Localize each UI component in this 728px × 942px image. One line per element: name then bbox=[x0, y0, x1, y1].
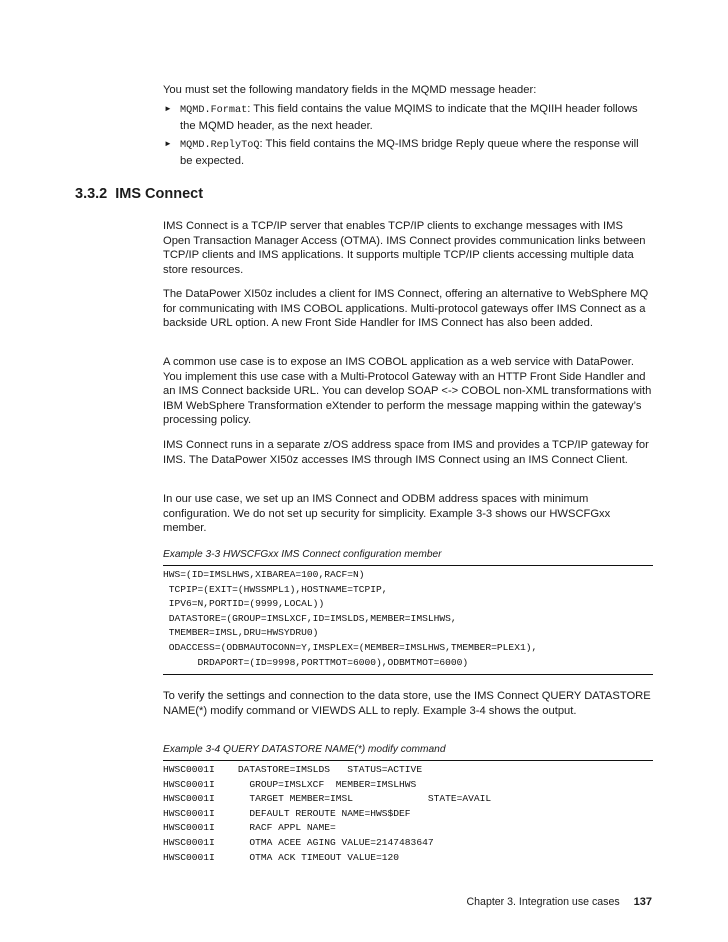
verify-paragraph-block bbox=[163, 689, 653, 718]
intro-text: You must set the following mandatory fields in the MQMD message header: bbox=[163, 84, 537, 96]
bullet-item bbox=[163, 102, 653, 133]
bullet-list-2 bbox=[163, 137, 653, 168]
section-heading bbox=[75, 186, 203, 202]
code-line: DATASTORE=(GROUP=IMSLXCF,ID=IMSLDS,MEMBER=IMSLHWS, bbox=[163, 612, 457, 624]
page-number: 137 bbox=[633, 896, 652, 908]
triangle-bullet-icon: ► bbox=[164, 104, 172, 113]
triangle-bullet-icon: ► bbox=[164, 139, 172, 148]
paragraph-1-block bbox=[163, 219, 653, 277]
section-title: IMS Connect bbox=[115, 186, 204, 202]
paragraph-3-block bbox=[163, 355, 653, 428]
bullet-text: : This field contains the value MQIMS to indicate that the MQIIH header follows the MQMD header, as the next header. bbox=[180, 103, 638, 132]
example-caption: Example 3-4 QUERY DATASTORE NAME(*) modify command bbox=[163, 744, 446, 755]
code-line: IPV6=N,PORTID=(9999,LOCAL)) bbox=[163, 598, 325, 610]
code-line: HWSC0001I GROUP=IMSLXCF MEMBER=IMSLHWS bbox=[163, 778, 417, 790]
code-line: TCPIP=(EXIT=(HWSSMPL1),HOSTNAME=TCPIP, bbox=[163, 583, 388, 595]
paragraph: The DataPower XI50z includes a client for IMS Connect, offering an alternative to WebSphere MQ for communicating with IMS COBOL applications. Multi-protocol gateways offer IMS Connect as a backside URL option. A new Front Side Handler for IMS Connect has also been added. bbox=[163, 288, 649, 330]
code-line: HWSC0001I OTMA ACK TIMEOUT VALUE=120 bbox=[163, 851, 400, 863]
code-line: HWS=(ID=IMSLHWS,XIBAREA=100,RACF=N) bbox=[163, 569, 365, 580]
code-line: HWSC0001I RACF APPL NAME= bbox=[163, 822, 336, 834]
code-line: HWSC0001I DATASTORE=IMSLDS STATUS=ACTIVE bbox=[163, 764, 423, 775]
code-line: TMEMBER=IMSL,DRU=HWSYDRU0) bbox=[163, 627, 319, 639]
example-3-3 bbox=[163, 548, 653, 675]
paragraph: To verify the settings and connection to the data store, use the IMS Connect QUERY DATASTORE NAME(*) modify command or VIEWDS ALL to reply. Example 3-4 shows the output. bbox=[163, 690, 651, 717]
field-code: MQMD.ReplyToQ bbox=[180, 140, 260, 151]
code-block bbox=[163, 568, 653, 670]
example-bottom-rule bbox=[163, 674, 653, 675]
paragraph: In our use case, we set up an IMS Connect and ODBM address spaces with minimum configuration. We do not set up security for simplicity. Example 3-3 shows our HWSCFGxx member. bbox=[163, 493, 611, 535]
field-code: MQMD.Format bbox=[180, 105, 248, 116]
paragraph-4-block bbox=[163, 438, 653, 467]
code-line: HWSC0001I OTMA ACEE AGING VALUE=2147483647 bbox=[163, 836, 434, 848]
example-top-rule bbox=[163, 565, 653, 566]
code-line: ODACCESS=(ODBMAUTOCONN=Y,IMSPLEX=(MEMBER=IMSLHWS,TMEMBER=PLEX1), bbox=[163, 641, 538, 653]
example-top-rule bbox=[163, 760, 653, 761]
paragraph: IMS Connect is a TCP/IP server that enables TCP/IP clients to exchange messages with IMS Open Transaction Manager Access (OTMA). IMS Connect provides communication links between TCP/IP clients and IMS applications. It supports multiple TCP/IP clients accessing multiple data store resources. bbox=[163, 220, 646, 276]
bullet-text: : This field contains the MQ-IMS bridge Reply queue where the response will be expected. bbox=[180, 138, 639, 167]
page-footer bbox=[467, 896, 652, 908]
code-line: HWSC0001I DEFAULT REROUTE NAME=HWS$DEF bbox=[163, 807, 411, 819]
bullet-item bbox=[163, 137, 653, 168]
code-line: HWSC0001I TARGET MEMBER=IMSL STATE=AVAIL bbox=[163, 793, 492, 805]
intro-block bbox=[163, 83, 653, 98]
code-line: DRDAPORT=(ID=9998,PORTTMOT=6000),ODBMTMOT=6000) bbox=[163, 656, 469, 668]
example-caption: Example 3-3 HWSCFGxx IMS Connect configuration member bbox=[163, 549, 442, 560]
chapter-title: Chapter 3. Integration use cases bbox=[466, 896, 620, 908]
bullet-list bbox=[163, 102, 653, 133]
example-3-4 bbox=[163, 743, 653, 865]
section-number: 3.3.2 bbox=[75, 186, 108, 202]
code-block bbox=[163, 763, 653, 865]
paragraph-2-block bbox=[163, 287, 653, 331]
paragraph: IMS Connect runs in a separate z/OS address space from IMS and provides a TCP/IP gateway for IMS. The DataPower XI50z accesses IMS through IMS Connect using an IMS Connect Client. bbox=[163, 439, 649, 466]
paragraph-5-block bbox=[163, 492, 653, 536]
paragraph: A common use case is to expose an IMS COBOL application as a web service with DataPower. You implement this use case with a Multi-Protocol Gateway with an HTTP Front Side Handler and an IMS Connect backside URL. You can develop SOAP <-> COBOL non-XML transformations with IBM WebSphere Transformation eXtender to perform the message mapping within the gateway’s processing policy. bbox=[163, 356, 652, 427]
